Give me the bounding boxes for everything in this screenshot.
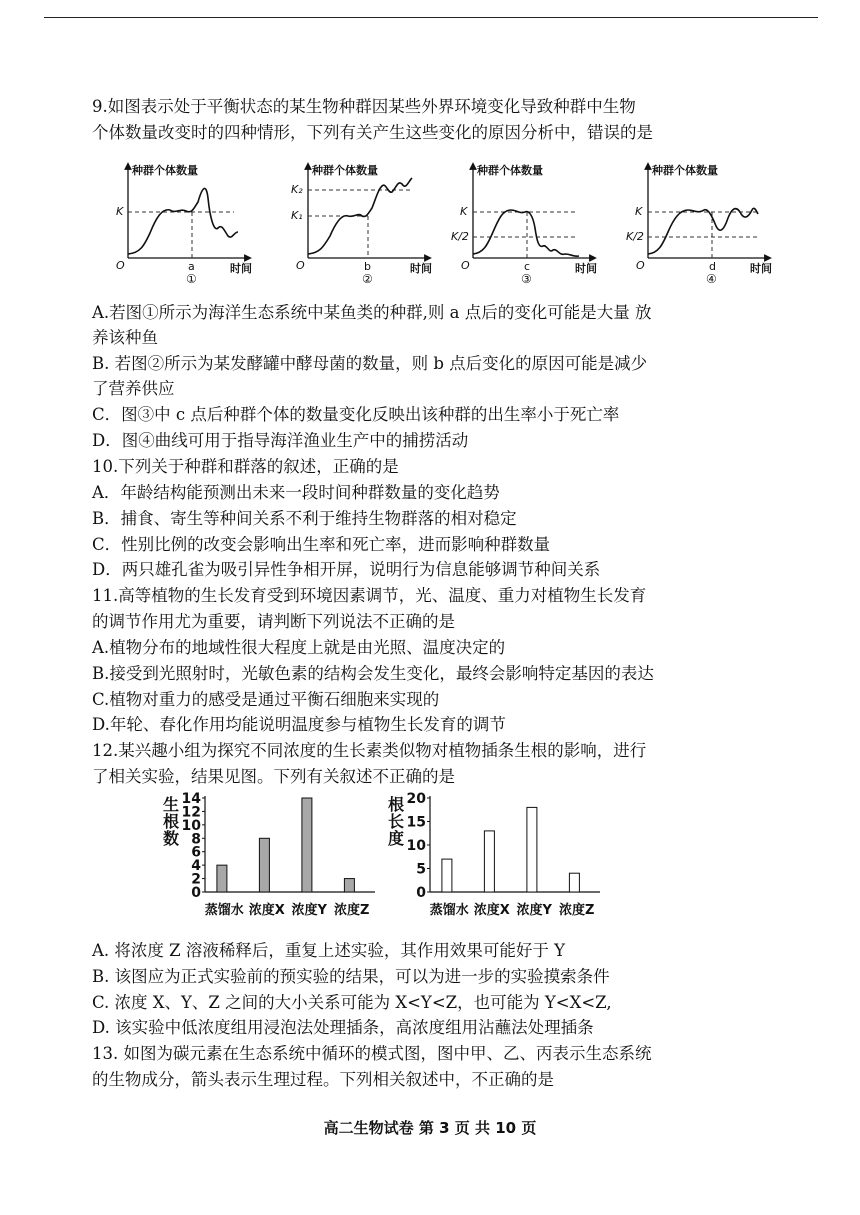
- population-graphs: [110, 158, 790, 286]
- graph-2-xlabel: 时间: [410, 262, 432, 275]
- bar: [484, 831, 494, 892]
- graph-3-k: K: [460, 205, 468, 218]
- x-tick-label: 浓度Y: [516, 903, 552, 918]
- graph-3-point: c: [524, 260, 531, 273]
- q11-option-b: B.接受到光照射时，光敏色素的结构会发生变化，最终会影响特定基因的表达: [92, 664, 654, 683]
- ylabel-char: 度: [388, 829, 405, 848]
- bar: [527, 807, 537, 892]
- graph-3-khalf: K/2: [451, 230, 469, 243]
- q9-option-d: D．图④曲线可用于指导海洋渔业生产中的捕捞活动: [92, 431, 469, 450]
- graph-4-point: d: [709, 260, 716, 273]
- graph-1: [116, 163, 252, 286]
- q12-option-a: A. 将浓度 Z 溶液稀释后，重复上述实验，其作用效果可能好于 Y: [92, 941, 565, 960]
- q12-stem-line1: 12.某兴趣小组为探究不同浓度的生长素类似物对植物插条生根的影响，进行: [92, 741, 647, 760]
- bar: [302, 798, 312, 892]
- x-tick-label: 浓度X: [248, 903, 285, 918]
- graph-1-origin: O: [116, 259, 125, 272]
- y-tick-label: 10: [181, 817, 201, 834]
- bar-chart-root-length: [385, 790, 615, 920]
- ylabel-char: 长: [388, 812, 405, 831]
- graph-4-number: ④: [706, 272, 717, 286]
- graph-1-number: ①: [186, 272, 197, 286]
- y-tick-label: 15: [406, 814, 426, 831]
- graph-2-point: b: [364, 260, 371, 273]
- graph-1-ylabel: 种群个体数量: [132, 164, 198, 177]
- q11-stem-line2: 的调节作用尤为重要，请判断下列说法不正确的是: [92, 612, 455, 631]
- graph-3: [451, 163, 597, 286]
- q9-stem-line2: 个体数量改变时的四种情形，下列有关产生这些变化的原因分析中，错误的是: [92, 123, 653, 142]
- bar: [217, 865, 227, 892]
- graph-2-k1: K₁: [291, 209, 303, 222]
- q11-option-c: C.植物对重力的感受是通过平衡石细胞来实现的: [92, 690, 440, 709]
- graph-4-k: K: [635, 205, 643, 218]
- y-tick-label: 6: [191, 844, 201, 861]
- q12-option-b: B. 该图应为正式实验前的预实验的结果，可以为进一步的实验摸索条件: [92, 967, 610, 986]
- q13-stem-line1: 13. 如图为碳元素在生态系统中循环的模式图，图中甲、乙、丙表示生态系统: [92, 1044, 652, 1063]
- x-tick-label: 蒸馏水: [204, 903, 244, 918]
- q11-option-d: D.年轮、春化作用均能说明温度参与植物生长发育的调节: [92, 715, 506, 734]
- ylabel-char: 生: [163, 795, 180, 814]
- graph-2-k2: K₂: [291, 183, 303, 196]
- graph-2-origin: O: [296, 259, 305, 272]
- bar-chart-root-count-svg: [160, 790, 390, 920]
- bar: [344, 879, 354, 892]
- x-tick-label: 浓度X: [473, 903, 510, 918]
- y-tick-label: 10: [406, 838, 426, 854]
- bar-chart-root-length-svg: [385, 790, 615, 920]
- graph-4-xlabel: 时间: [750, 262, 772, 275]
- q12-option-d: D. 该实验中低浓度组用浸泡法处理插条，高浓度组用沾蘸法处理插条: [92, 1018, 594, 1037]
- graph-2: [291, 163, 432, 286]
- graph-4-ylabel: 种群个体数量: [652, 164, 718, 177]
- header-rule: [44, 17, 818, 18]
- q9-option-b-line2: 了营养供应: [92, 379, 175, 398]
- q9-option-a-line2: 养该种鱼: [92, 328, 158, 347]
- q12-option-c: C. 浓度 X、Y、Z 之间的大小关系可能为 X<Y<Z，也可能为 Y<X<Z,: [92, 993, 612, 1012]
- q9-stem-line1: 9.如图表示处于平衡状态的某生物种群因某些外界环境变化导致种群中生物: [92, 97, 636, 116]
- x-tick-label: 蒸馏水: [429, 903, 469, 918]
- graph-2-ylabel: 种群个体数量: [312, 164, 378, 177]
- y-tick-label: 0: [416, 885, 426, 901]
- y-tick-label: 14: [181, 791, 201, 807]
- q12-stem-line2: 了相关实验，结果见图。下列有关叙述不正确的是: [92, 767, 455, 786]
- q10-option-a: A．年龄结构能预测出未来一段时间种群数量的变化趋势: [92, 483, 500, 502]
- q9-option-b-line1: B. 若图②所示为某发酵罐中酵母菌的数量，则 b 点后变化的原因可能是减少: [92, 354, 648, 373]
- y-tick-label: 8: [191, 831, 201, 848]
- page-footer: 高二生物试卷 第 3 页 共 10 页: [323, 1119, 537, 1137]
- bar: [259, 838, 269, 892]
- ylabel-char: 数: [163, 829, 180, 848]
- graph-3-ylabel: 种群个体数量: [477, 164, 543, 177]
- x-tick-label: 浓度Z: [559, 903, 595, 918]
- graph-4: [626, 163, 772, 286]
- graph-3-number: ③: [521, 272, 532, 286]
- q10-option-c: C．性别比例的改变会影响出生率和死亡率，进而影响种群数量: [92, 535, 551, 554]
- q11-option-a: A.植物分布的地域性很大程度上就是由光照、温度决定的: [92, 638, 506, 657]
- q9-option-c: C．图③中 c 点后种群个体的数量变化反映出该种群的出生率小于死亡率: [92, 405, 620, 424]
- graph-1-xlabel: 时间: [230, 262, 252, 275]
- q10-option-b: B．捕食、寄生等种间关系不利于维持生物群落的相对稳定: [92, 509, 517, 528]
- bar: [442, 859, 452, 892]
- q9-option-a-line1: A.若图①所示为海洋生态系统中某鱼类的种群,则 a 点后的变化可能是大量 放: [92, 303, 652, 322]
- ylabel-char: 根: [163, 812, 180, 831]
- x-tick-label: 浓度Y: [291, 903, 327, 918]
- q13-stem-line2: 的生物成分，箭头表示生理过程。下列相关叙述中，不正确的是: [92, 1070, 554, 1089]
- x-tick-label: 浓度Z: [334, 903, 370, 918]
- graph-4-khalf: K/2: [626, 230, 644, 243]
- graph-3-origin: O: [461, 259, 470, 272]
- y-tick-label: 12: [181, 804, 201, 821]
- population-graphs-svg: [110, 158, 790, 286]
- bar: [569, 873, 579, 892]
- y-tick-label: 0: [191, 885, 201, 901]
- q11-stem-line1: 11.高等植物的生长发育受到环境因素调节，光、温度、重力对植物生长发育: [92, 586, 647, 605]
- y-tick-label: 20: [406, 791, 426, 807]
- y-tick-label: 4: [191, 858, 201, 875]
- y-tick-label: 2: [191, 871, 201, 888]
- graph-2-number: ②: [362, 272, 373, 286]
- ylabel-char: 根: [388, 795, 405, 814]
- graph-4-origin: O: [636, 259, 645, 272]
- graph-3-xlabel: 时间: [575, 262, 597, 275]
- bar-chart-root-count: [160, 790, 390, 920]
- graph-1-k: K: [116, 205, 124, 218]
- graph-1-point: a: [188, 260, 195, 273]
- y-tick-label: 5: [416, 861, 426, 878]
- q10-option-d: D．两只雄孔雀为吸引异性争相开屏，说明行为信息能够调节种间关系: [92, 560, 601, 579]
- q10-stem: 10.下列关于种群和群落的叙述，正确的是: [92, 457, 399, 476]
